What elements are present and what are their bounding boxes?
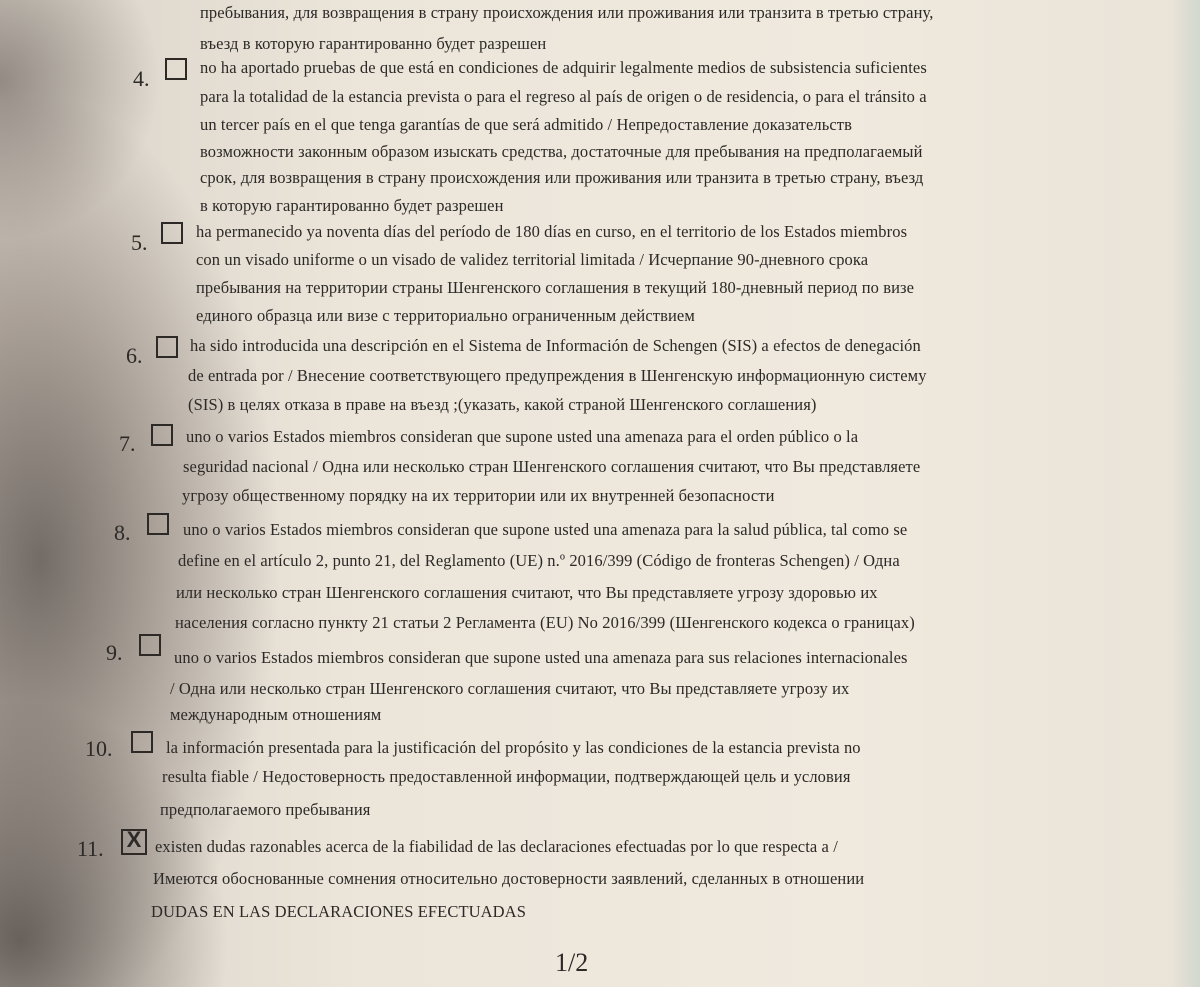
item-6-line-3: (SIS) в целях отказа в праве на въезд ;(указать, какой страной Шенгенского соглашения) [188,395,817,414]
item-11-line-3: DUDAS EN LAS DECLARACIONES EFECTUADAS [151,902,526,921]
item-number-5: 5. [131,230,148,255]
item-checkbox-4[interactable] [165,58,187,80]
item-9-line-3: международным отношениям [170,705,382,724]
item-checkbox-5[interactable] [161,222,183,244]
intro-line-2: въезд в которую гарантированно будет разрешен [200,34,547,53]
item-8-line-4: населения согласно пункту 21 статьи 2 Регламента (EU) No 2016/399 (Шенгенского кодекса о границах) [175,613,915,632]
item-checkbox-10[interactable] [131,731,153,753]
item-4-line-1: no ha aportado pruebas de que está en condiciones de adquirir legalmente medios de subsistencia suficientes [200,58,927,77]
item-11-line-1: existen dudas razonables acerca de la fiabilidad de las declaraciones efectuadas por lo que respecta a / [155,837,838,856]
item-number-10: 10. [85,736,113,761]
item-8-line-3: или несколько стран Шенгенского соглашения считают, что Вы представляете угрозу здоровью их [176,583,878,602]
item-4-line-4: возможности законным образом изыскать средства, достаточные для пребывания на предполагаемый [200,142,923,161]
item-10-line-1: la información presentada para la justificación del propósito y las condiciones de la estancia prevista no [166,738,861,757]
item-number-11: 11. [77,836,104,861]
item-checkbox-7[interactable] [151,424,173,446]
item-4-line-2: para la totalidad de la estancia prevista o para el regreso al país de origen o de residencia, o para el tránsito a [200,87,927,106]
item-11-line-2: Имеются обоснованные сомнения относительно достоверности заявлений, сделанных в отношении [153,869,865,888]
item-6-line-1: ha sido introducida una descripción en el Sistema de Información de Schengen (SIS) a efectos de denegación [190,336,921,355]
item-4-line-6: в которую гарантированно будет разрешен [200,196,504,215]
item-5-line-4: единого образца или визе с территориально ограниченным действием [196,306,695,325]
item-7-line-2: seguridad nacional / Одна или несколько стран Шенгенского соглашения считают, что Вы представляете [183,457,921,476]
item-9-line-2: / Одна или несколько стран Шенгенского соглашения считают, что Вы представляете угрозу их [170,679,850,698]
item-number-4: 4. [133,66,150,91]
item-number-6: 6. [126,343,143,368]
item-checkbox-11[interactable] [121,829,147,855]
item-6-line-2: de entrada por / Внесение соответствующего предупреждения в Шенгенскую информационную систему [188,366,927,385]
item-7-line-3: угрозу общественному порядку на их территории или их внутренней безопасности [182,486,775,505]
item-checkbox-8[interactable] [147,513,169,535]
item-number-9: 9. [106,640,123,665]
item-4-line-3: un tercer país en el que tenga garantías de que será admitido / Непредоставление доказательств [200,115,852,134]
item-5-line-1: ha permanecido ya noventa días del período de 180 días en curso, en el territorio de los Estados miembros [196,222,908,241]
item-number-8: 8. [114,520,131,545]
item-8-line-1: uno o varios Estados miembros consideran que supone usted una amenaza para la salud pública, tal como se [183,520,908,539]
intro-line-1: пребывания, для возвращения в страну происхождения или проживания или транзита в третью страну, [200,3,934,22]
item-number-7: 7. [119,431,136,456]
item-5-line-2: con un visado uniforme o un visado de validez territorial limitada / Исчерпание 90-дневного срока [196,250,869,269]
item-checkbox-9[interactable] [139,634,161,656]
item-10-line-3: предполагаемого пребывания [160,800,371,819]
page-number: 1/2 [555,948,589,977]
item-9-line-1: uno o varios Estados miembros consideran que supone usted una amenaza para sus relaciones internacionales [174,648,908,667]
item-7-line-1: uno o varios Estados miembros consideran que supone usted una amenaza para el orden público o la [186,427,859,446]
item-5-line-3: пребывания на территории страны Шенгенского соглашения в текущий 180-дневный период по визе [196,278,915,297]
item-checkbox-6[interactable] [156,336,178,358]
item-10-line-2: resulta fiable / Недостоверность предоставленной информации, подтверждающей цель и условия [162,767,851,786]
checkbox-x-mark: X [126,827,142,852]
item-4-line-5: срок, для возвращения в страну происхождения или проживания или транзита в третью страну, въезд [200,168,924,187]
item-8-line-2: define en el artículo 2, punto 21, del Reglamento (UE) n.º 2016/399 (Código de fronteras Schengen) / Одна [178,551,900,570]
